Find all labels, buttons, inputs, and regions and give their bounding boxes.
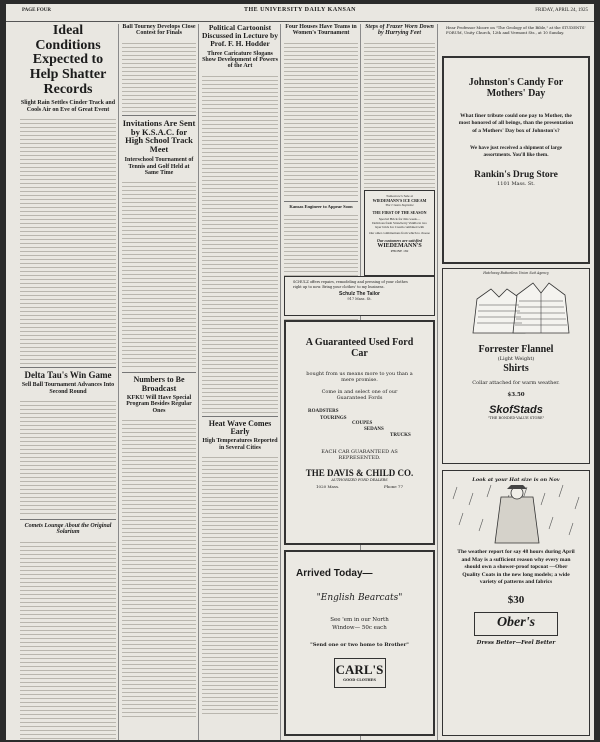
ad-title: Arrived Today—	[296, 568, 373, 579]
story-headline: Ball Tourney Develops Close Contest for Finals	[122, 24, 196, 37]
ad-header: Look at your Hat size is on Nov	[472, 477, 560, 483]
ad-brand: SkofStads	[489, 404, 543, 416]
shirt-illustration	[443, 275, 590, 339]
ad-sub: (Light Weight)	[497, 355, 535, 362]
story-headline: Heat Wave Comes Early	[208, 418, 272, 436]
column-rule	[437, 24, 438, 740]
brand-name: Ober's	[496, 615, 536, 631]
ad-line: WIEDEMANN'S ICE CREAM	[372, 198, 427, 203]
ad-address: 917 Mass. St.	[347, 297, 372, 302]
ad-text: bought from us means more to you than a mere promise.	[306, 371, 413, 383]
ad-dealer: THE DAVIS & CHILD CO.	[305, 468, 414, 478]
lead-story-body	[20, 116, 116, 364]
ad-line: Tomorrow's Sale at	[385, 194, 414, 198]
ad-phone: PHONE 182	[390, 249, 409, 253]
carls-ad	[284, 550, 435, 736]
brand-sub: GOOD CLOTHES	[343, 678, 376, 683]
ad-price: $3.50	[507, 392, 525, 398]
ad-line: Delicious fresh Strawberry Vanilla in two layer brick Ice Cream combined with	[372, 221, 427, 229]
ad-title: Johnston's Candy For Mothers' Day	[468, 77, 564, 99]
ad-phone: Phone 77	[384, 484, 403, 490]
ad-tagline: Dress Better—Feel Better	[476, 640, 556, 647]
ad-text: "Send one or two home to Brother"	[310, 642, 409, 649]
ad-text: The weather report for say 48 hours during April and May is a sufficient reason why every man should own a shower-proof topcoat —Ober Quality Coats in the new long models; a wide variety of patterns and fabrics	[457, 549, 575, 586]
story-headline: Delta Tau's Win Game	[24, 370, 112, 381]
car-type: SEDANS	[364, 427, 384, 432]
column-rule	[280, 24, 281, 740]
story-headline: Steps of Frazer Worn Down by Hurrying Feet	[365, 24, 434, 37]
story-headline: Political Cartoonist Discussed in Lecture by Prof. F. H. Hodder	[202, 24, 278, 48]
ad-title: Forrester Flannel	[478, 344, 554, 355]
ad-line: THE FIRST OF THE SEASON	[372, 210, 427, 215]
ad-brand: WIEDEMANN'S	[377, 243, 422, 249]
column-rule	[118, 24, 119, 740]
ad-line: Our other combinations from which to choose	[369, 231, 430, 235]
newspaper-page	[6, 4, 594, 740]
ad-product: Shirts	[503, 362, 529, 374]
obers-logo	[474, 612, 558, 636]
story-body	[202, 454, 278, 714]
column-3	[202, 24, 278, 740]
ad-tagline: AUTHORIZED FORD DEALERS	[331, 478, 388, 483]
car-type: TOURINGS	[320, 416, 347, 421]
ad-text: We have just received a shipment of large assortments. You'll like them.	[470, 145, 562, 159]
ad-tag: Hatchway Buttonless Union Suit Agency	[483, 271, 549, 275]
lead-headline: Ideal Conditions Expected to Help Shatter Records	[29, 24, 107, 97]
story-headline: Comets Lounge About the Original Solarium	[24, 523, 112, 536]
obers-topcoat-ad	[442, 470, 590, 736]
story-headline: Kansas Engineer to Appear Soon	[289, 203, 353, 209]
ad-text: See 'em in our North Window— 50c each	[330, 617, 389, 631]
forrester-shirts-ad	[442, 268, 590, 464]
story-body	[202, 73, 278, 413]
ad-product: "English Bearcats"	[316, 593, 403, 603]
ad-text: SCHULZ offers repairs, remodeling and pressing of your clothes right up to now. Bring your clothes' to my business.	[293, 280, 408, 289]
story-body	[122, 40, 196, 112]
rain-illustration	[443, 483, 590, 545]
lead-subhead: Slight Rain Settles Cinder Track and Cools Air on Eve of Great Event	[20, 100, 116, 113]
ad-contact	[286, 484, 433, 492]
ad-address: 1101 Mass. St.	[497, 181, 535, 188]
car-types	[286, 409, 433, 441]
ad-line: Our customers are satisfied	[376, 238, 423, 243]
column-rule	[198, 24, 199, 740]
story-body	[122, 417, 196, 717]
ad-store: Rankin's Drug Store	[474, 170, 558, 181]
car-type: COUPES	[352, 421, 373, 426]
story-subhead: Three Caricature Slogans Show Development of Powers of the Art	[202, 50, 278, 70]
ad-line: The Cream Supreme	[385, 203, 414, 207]
car-type: TRUCKS	[390, 433, 411, 438]
ad-line: Special Brick for this week—	[378, 217, 421, 221]
ad-name: Schulz The Tailor	[338, 291, 381, 298]
ad-text: Come in and select one of our Guaranteed Fords	[321, 389, 398, 401]
story-subhead: High Temperatures Reported in Several Cities	[202, 438, 278, 451]
notice-text: Hear Professor Moore on "The Geology of the Bible," at the STUDENTS' FORUM, Unity Church, 12th and Vermont Sts., at 10 Sunday.	[446, 25, 586, 35]
story-headline: Numbers to Be Broadcast	[133, 375, 185, 393]
carls-logo	[334, 658, 386, 688]
johnston-candy-ad	[442, 56, 590, 264]
story-body	[364, 40, 435, 190]
story-body	[122, 179, 196, 369]
ad-guarantee: EACH CAR GUARANTEED AS REPRESENTED.	[321, 449, 398, 461]
ad-title: A Guaranteed Used Ford Car	[305, 337, 414, 359]
story-subhead: Interschool Tournament of Tennis and Golf Held at Same Time	[124, 157, 194, 176]
newspaper-title: THE UNIVERSITY DAILY KANSAN	[243, 7, 357, 13]
story-headline: Four Houses Have Teams in Women's Tournament	[285, 24, 357, 37]
story-subhead: KFKU Will Have Special Program Besides Regular Ones	[126, 394, 192, 414]
forum-notice	[442, 24, 592, 56]
ad-price: $30	[507, 593, 525, 606]
story-headline: Invitations Are Sent by K.S.A.C. for High School Track Meet	[122, 117, 196, 155]
masthead	[6, 4, 594, 22]
ad-brand-sub: "THE BONDED-VALUE STORE"	[487, 416, 545, 420]
car-type: ROADSTERS	[308, 409, 339, 414]
wiedemann-ad	[364, 190, 435, 276]
ad-text: What finer tribute could one pay to Mother, the most honored of all beings, than the presentation of a Mothers' Day box of Johnston's?	[458, 113, 574, 134]
ad-address: 1020 Mass.	[316, 484, 340, 490]
ad-text: Collar attached for warm weather.	[472, 380, 560, 386]
schultz-tailor-ad	[284, 276, 435, 316]
column-5	[364, 24, 435, 194]
column-2	[122, 24, 196, 740]
story-subhead: Sell Ball Tournament Advances Into Second Round	[21, 382, 115, 395]
story-body	[284, 40, 358, 198]
ford-ad	[284, 320, 435, 545]
story-body	[20, 398, 116, 516]
brand-name: CARL'S	[335, 662, 384, 678]
page-number: PAGE FOUR	[22, 8, 51, 13]
issue-date: FRIDAY, APRIL 24, 1925	[535, 8, 588, 13]
column-1	[20, 24, 116, 740]
story-body	[20, 539, 116, 740]
